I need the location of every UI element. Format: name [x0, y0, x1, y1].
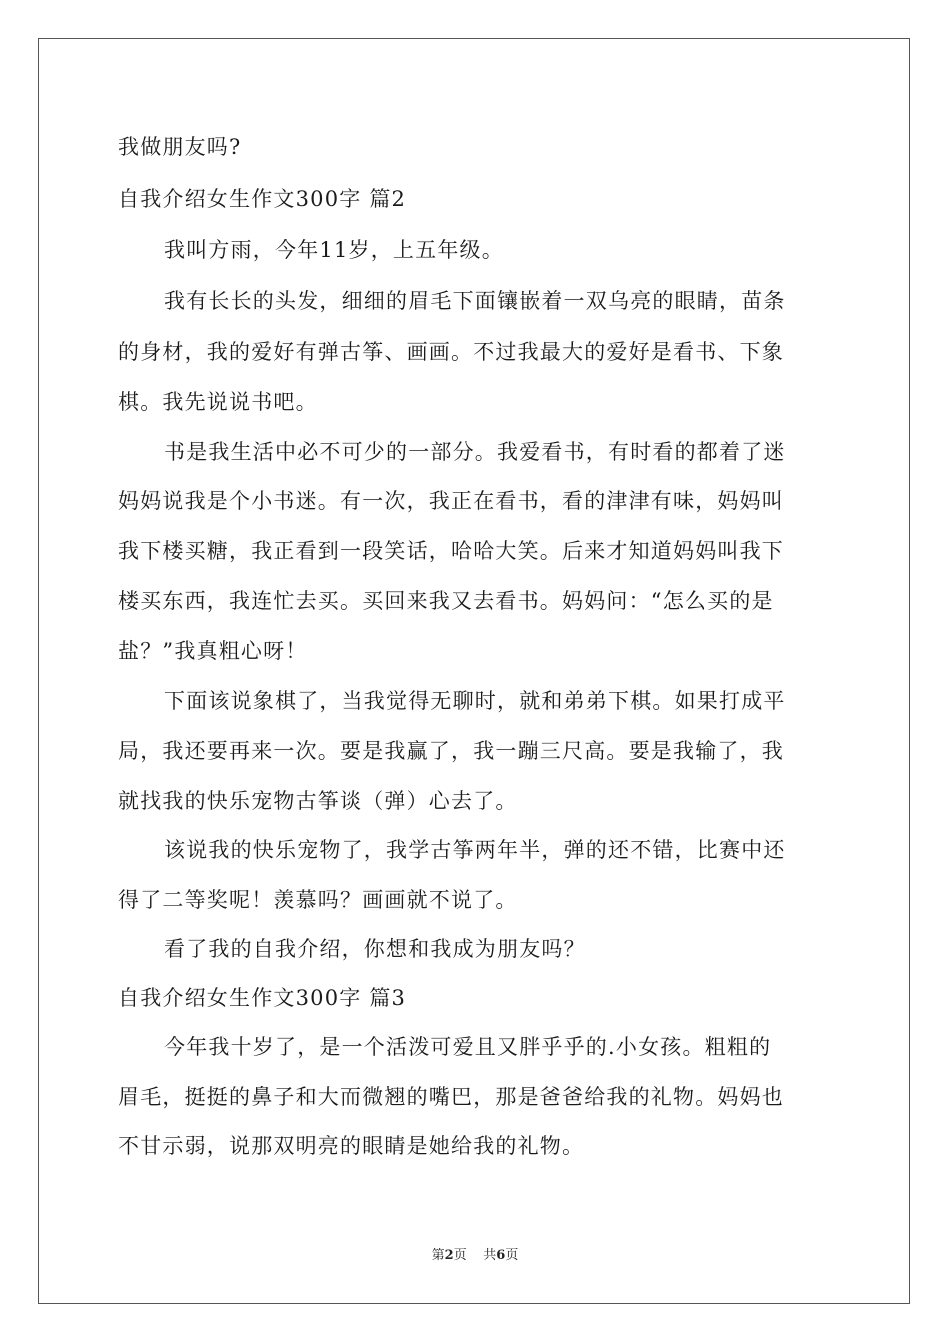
paragraph-line: 不甘示弱，说那双明亮的眼睛是她给我的礼物。: [118, 1134, 585, 1158]
text-line: 我做朋友吗?: [118, 135, 242, 159]
paragraph-line: 局，我还要再来一次。要是我赢了，我一蹦三尺高。要是我输了，我: [118, 739, 784, 763]
footer-total-suffix: 页: [505, 1248, 519, 1263]
paragraph-line: 我有长长的头发，细细的眉毛下面镶嵌着一双乌亮的眼睛，苗条: [164, 289, 786, 313]
paragraph-line: 我叫方雨，今年11岁，上五年级。: [164, 238, 504, 262]
paragraph-line: 得了二等奖呢！羡慕吗？画画就不说了。: [118, 888, 518, 912]
page-footer: [0, 1246, 950, 1266]
paragraph-line: 眉毛，挺挺的鼻子和大而微翘的嘴巴，那是爸爸给我的礼物。妈妈也: [118, 1085, 784, 1109]
footer-page-number: 2: [444, 1248, 454, 1263]
paragraph-line: 书是我生活中必不可少的一部分。我爱看书，有时看的都着了迷: [164, 440, 786, 464]
section-heading: 自我介绍女生作文300字 篇3: [118, 986, 407, 1010]
section-heading: 自我介绍女生作文300字 篇2: [118, 187, 407, 211]
paragraph-line: 妈妈说我是个小书迷。有一次，我正在看书，看的津津有味，妈妈叫: [118, 489, 784, 513]
paragraph-line: 我下楼买糖，我正看到一段笑话，哈哈大笑。后来才知道妈妈叫我下: [118, 539, 784, 563]
footer-total-number: 6: [496, 1248, 506, 1263]
paragraph-line: 的身材，我的爱好有弹古筝、画画。不过我最大的爱好是看书、下象: [118, 340, 784, 364]
footer-page-suffix: 页: [453, 1248, 467, 1263]
paragraph-line: 下面该说象棋了，当我觉得无聊时，就和弟弟下棋。如果打成平: [164, 689, 786, 713]
paragraph-line: 棋。我先说说书吧。: [118, 390, 318, 414]
paragraph-line: 今年我十岁了，是一个活泼可爱且又胖乎乎的.小女孩。粗粗的: [164, 1035, 772, 1059]
paragraph-line: 看了我的自我介绍，你想和我成为朋友吗？: [164, 937, 586, 961]
paragraph-line: 楼买东西，我连忙去买。买回来我又去看书。妈妈问：“怎么买的是: [118, 589, 774, 613]
footer-total-prefix: 共: [483, 1248, 497, 1263]
paragraph-line: 盐？”我真粗心呀！: [118, 639, 308, 663]
paragraph-line: 就找我的快乐宠物古筝谈（弹）心去了。: [118, 789, 518, 813]
footer-page-prefix: 第: [431, 1248, 445, 1263]
page-border: [38, 38, 910, 1304]
paragraph-line: 该说我的快乐宠物了，我学古筝两年半，弹的还不错，比赛中还: [164, 838, 786, 862]
